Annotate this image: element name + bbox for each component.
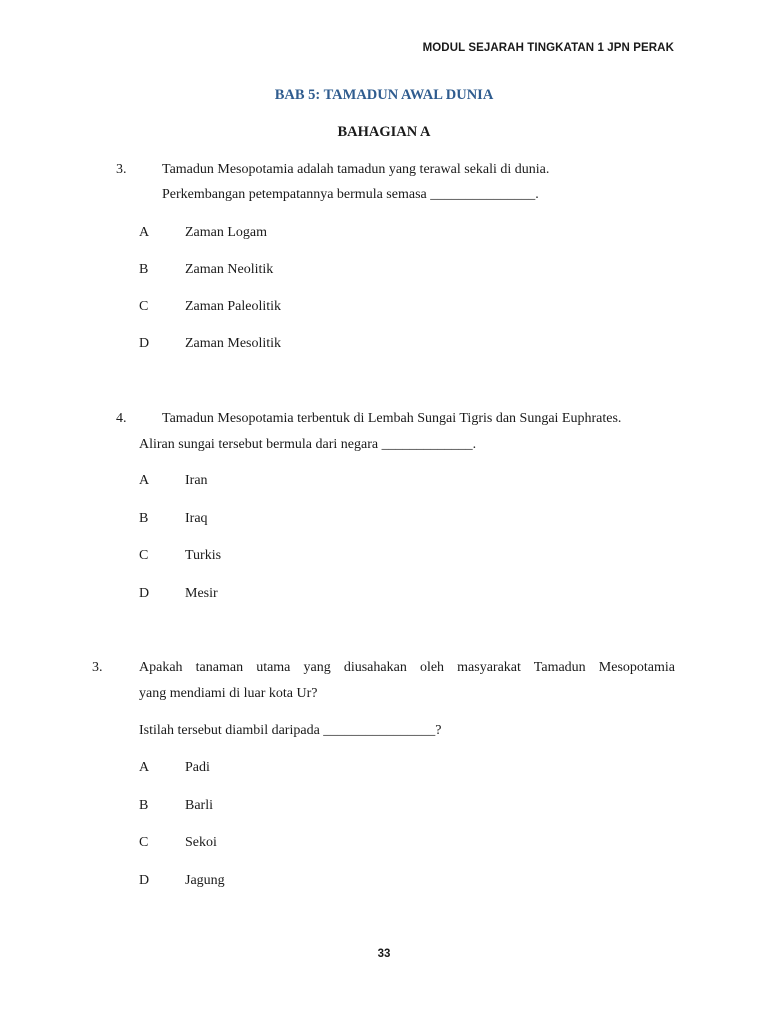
option-text: Jagung [185, 873, 225, 888]
question-number: 3. [92, 660, 103, 675]
option-letter: B [139, 262, 149, 277]
option-letter: C [139, 299, 149, 314]
page-number: 33 [377, 948, 391, 960]
option-text: Mesir [185, 586, 218, 601]
option-text: Padi [185, 760, 210, 775]
option-letter: D [139, 586, 150, 601]
section-title: BAHAGIAN A [337, 124, 431, 140]
question-text-line: yang mendiami di luar kota Ur? [139, 686, 318, 701]
option-letter: C [139, 835, 149, 850]
chapter-title: BAB 5: TAMADUN AWAL DUNIA [274, 87, 494, 103]
option-letter: A [139, 473, 150, 488]
question-text-line: Tamadun Mesopotamia adalah tamadun yang terawal sekali di dunia. [162, 162, 550, 177]
module-header: MODUL SEJARAH TINGKATAN 1 JPN PERAK [422, 42, 674, 54]
option-text: Zaman Mesolitik [185, 336, 282, 351]
question-text-line: Aliran sungai tersebut bermula dari negara _____________. [139, 437, 477, 452]
option-text: Zaman Neolitik [185, 262, 274, 277]
option-text: Iran [185, 473, 208, 488]
question-number: 4. [116, 411, 127, 426]
option-letter: B [139, 798, 149, 813]
question-text-line: Apakah tanaman utama yang diusahakan oleh masyarakat Tamadun Mesopotamia [139, 660, 675, 675]
option-letter: A [139, 760, 150, 775]
option-letter: B [139, 511, 149, 526]
option-text: Sekoi [185, 835, 217, 850]
question-number: 3. [116, 162, 127, 177]
option-letter: D [139, 336, 150, 351]
option-text: Barli [185, 798, 213, 813]
option-text: Iraq [185, 511, 208, 526]
question-text-line: Perkembangan petempatannya bermula semasa _______________. [162, 187, 539, 202]
option-letter: D [139, 873, 150, 888]
option-text: Turkis [185, 548, 222, 563]
option-text: Zaman Paleolitik [185, 299, 282, 314]
option-text: Zaman Logam [185, 225, 268, 240]
option-letter: C [139, 548, 149, 563]
question-text-line: Istilah tersebut diambil daripada ________________? [139, 723, 442, 738]
question-text-line: Tamadun Mesopotamia terbentuk di Lembah Sungai Tigris dan Sungai Euphrates. [162, 411, 622, 426]
option-letter: A [139, 225, 150, 240]
